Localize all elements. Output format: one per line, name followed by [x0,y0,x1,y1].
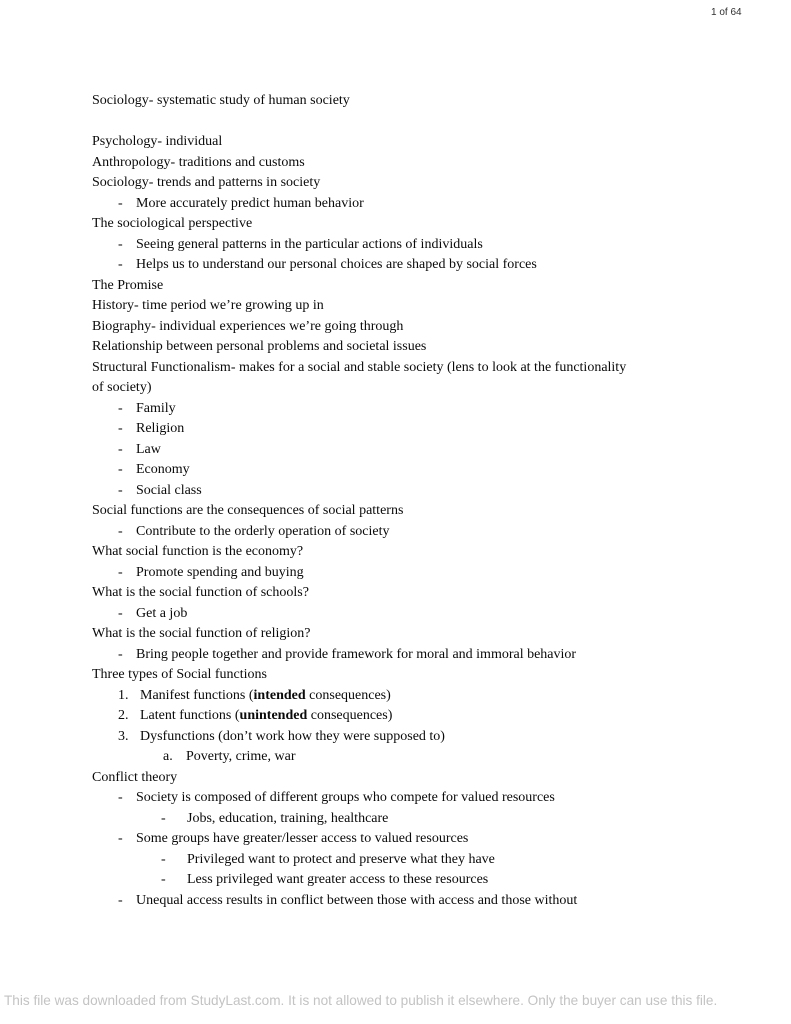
line-text: Social class [136,482,202,498]
document-content [92,91,704,911]
document-line [92,378,704,399]
document-line [92,276,704,297]
list-marker: - [118,441,123,457]
list-marker: - [118,646,123,662]
list-marker: 2. [118,708,129,723]
blank-line [92,112,704,133]
line-text: Three types of Social functions [92,667,267,682]
list-marker: - [161,810,166,826]
line-text: Structural Functionalism- makes for a social and stable society (lens to look at the functionality [92,359,627,375]
line-text: Poverty, crime, war [186,749,296,764]
document-line [92,255,704,276]
document-line [92,768,704,789]
document-line [92,809,704,830]
document-line [92,829,704,850]
line-text: Latent functions (unintended consequences) [140,708,393,723]
document-line [92,91,704,112]
line-text: Social functions are the consequences of social patterns [92,503,404,518]
document-line [92,440,704,461]
line-text: Promote spending and buying [136,564,304,580]
line-text: Sociology- trends and patterns in society [92,175,321,190]
line-text: Biography- individual experiences we’re going through [92,318,404,334]
list-marker: - [118,257,123,272]
line-text: Get a job [136,605,188,621]
document-line [92,563,704,584]
line-text: Relationship between personal problems and societal issues [92,339,427,354]
document-line [92,870,704,891]
document-line [92,419,704,440]
list-marker: - [118,790,123,805]
line-text: More accurately predict human behavior [136,195,364,211]
list-marker: - [118,421,123,436]
document-line [92,153,704,174]
list-marker: - [118,523,123,539]
list-marker: - [161,872,166,887]
document-line [92,850,704,871]
page-number: 1 of 64 [711,7,742,18]
line-text: Economy [136,462,190,477]
document-line [92,214,704,235]
document-line [92,727,704,748]
line-text: Bring people together and provide framework for moral and immoral behavior [136,646,577,662]
document-line [92,686,704,707]
document-line [92,296,704,317]
document-line [92,194,704,215]
list-marker: a. [163,749,173,764]
document-line [92,460,704,481]
list-marker: 1. [118,687,129,703]
document-line [92,706,704,727]
list-marker: 3. [118,728,129,744]
line-text: Family [136,400,176,416]
document-line [92,604,704,625]
line-text: Jobs, education, training, healthcare [187,810,389,826]
list-marker: - [161,851,166,867]
line-text: History- time period we’re growing up in [92,298,324,313]
document-line [92,132,704,153]
line-text: Dysfunctions (don’t work how they were supposed to) [140,728,445,744]
document-line [92,542,704,563]
list-marker: - [118,236,123,252]
line-text: Law [136,441,161,457]
line-text: Some groups have greater/lesser access to valued resources [136,831,469,846]
line-text: Contribute to the orderly operation of society [136,523,390,539]
line-text: Conflict theory [92,769,178,785]
line-text: of society) [92,380,152,395]
list-marker: - [118,195,123,211]
document-line [92,645,704,666]
list-marker: - [118,605,123,621]
document-line [92,337,704,358]
line-text: Less privileged want greater access to these resources [187,872,489,887]
line-text: The sociological perspective [92,216,253,231]
document-line [92,891,704,912]
list-marker: - [118,564,123,580]
document-line [92,501,704,522]
line-text: Sociology- systematic study of human society [92,93,350,108]
document-line [92,399,704,420]
line-text: What is the social function of schools? [92,585,309,600]
document-line [92,665,704,686]
line-text: Manifest functions (intended consequences) [140,687,391,703]
document-line [92,788,704,809]
line-text: Religion [136,421,185,436]
list-marker: - [118,462,123,477]
document-line [92,583,704,604]
line-text: Unequal access results in conflict between those with access and those without [136,892,578,908]
line-text: Helps us to understand our personal choices are shaped by social forces [136,257,537,272]
document-line [92,358,704,379]
line-text: Psychology- individual [92,134,223,149]
line-text: Seeing general patterns in the particular actions of individuals [136,236,483,252]
watermark-text: This file was downloaded from StudyLast.com. It is not allowed to publish it elsewhere. Only the buyer can use this file. [4,993,718,1008]
line-text: The Promise [92,277,164,293]
document-line [92,747,704,768]
list-marker: - [118,831,123,846]
document-line [92,235,704,256]
list-marker: - [118,892,123,908]
line-text: Society is composed of different groups who compete for valued resources [136,790,555,805]
line-text: What social function is the economy? [92,544,304,559]
line-text: Anthropology- traditions and customs [92,154,305,170]
document-line [92,173,704,194]
list-marker: - [118,482,123,498]
document-line [92,481,704,502]
list-marker: - [118,400,123,416]
line-text: Privileged want to protect and preserve what they have [187,851,495,867]
document-line [92,317,704,338]
document-line [92,522,704,543]
line-text: What is the social function of religion? [92,626,311,641]
document-line [92,624,704,645]
